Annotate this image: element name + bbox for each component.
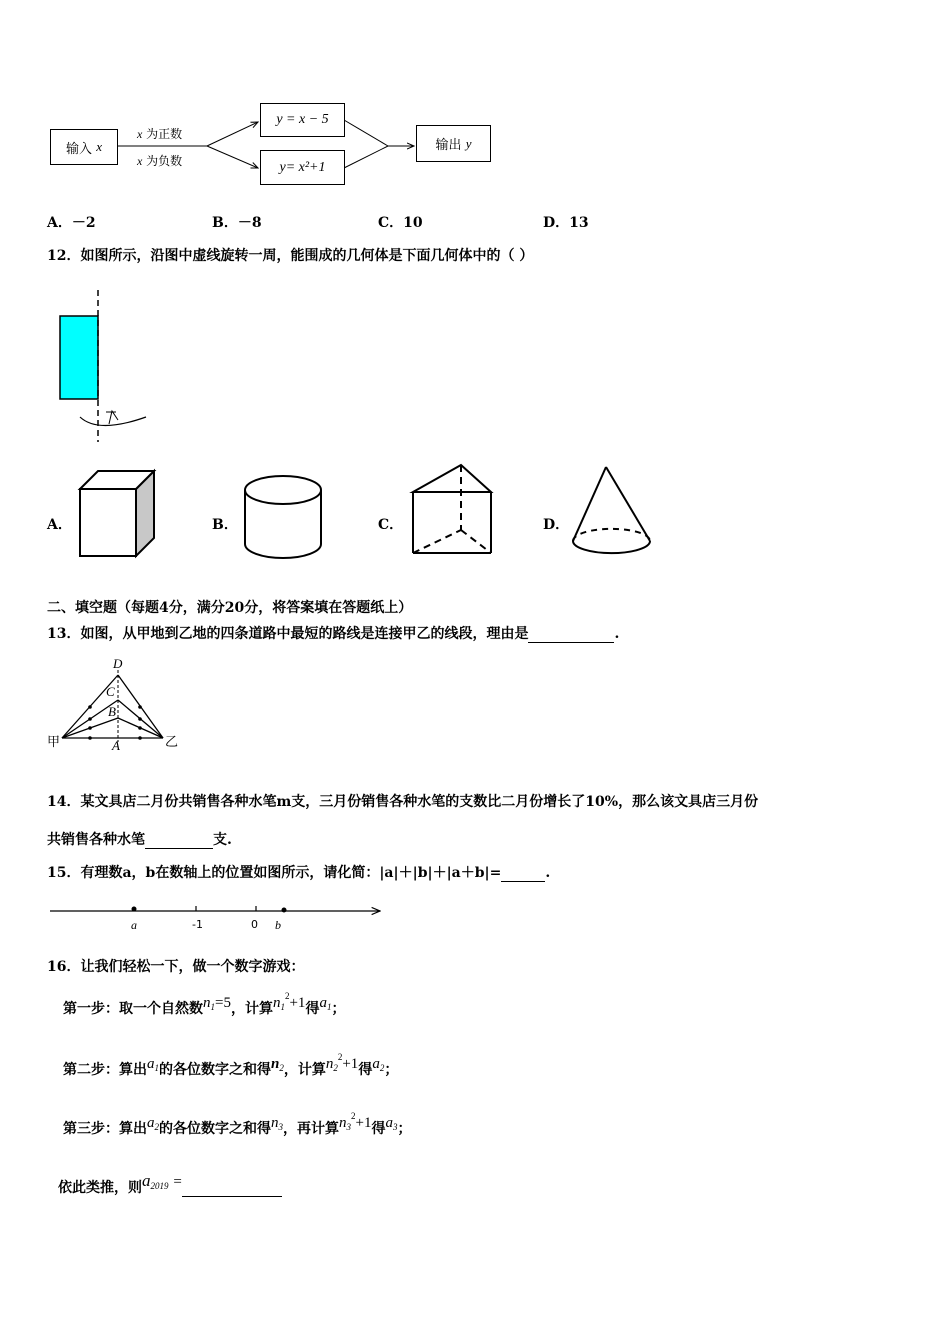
q11-option-c: C．10 xyxy=(378,215,423,231)
q11-option-b: B．－8 xyxy=(212,215,262,231)
q16-final: 依此类推，则$a_{2019}$ = xyxy=(58,1177,282,1197)
q15-question: 15．有理数a，b在数轴上的位置如图所示，请化简：|a|＋|b|＋|a＋b|= . xyxy=(47,865,551,881)
q15-label-b: b xyxy=(275,918,281,932)
q16-intro: 16．让我们轻松一下，做一个数字游戏： xyxy=(47,959,305,975)
flowchart-input-label: 输入 xyxy=(66,141,93,157)
flowchart-branch-negative: x 为负数 xyxy=(137,154,183,168)
q13-label-b: B xyxy=(108,704,116,719)
q11-option-a: A．－2 xyxy=(47,215,96,231)
q12-option-b: B． xyxy=(212,517,238,533)
q15-label-zero: 0 xyxy=(251,918,258,931)
q13-label-c: C xyxy=(106,684,115,699)
q13-label-jia: 甲 xyxy=(47,735,61,750)
flowchart-input-var: x xyxy=(96,139,102,154)
q13-question: 13．如图，从甲地到乙地的四条道路中最短的路线是连接甲乙的线段，理由是 . xyxy=(47,626,620,642)
flowchart-output-label: 输出 xyxy=(435,138,462,153)
q12-option-d: D． xyxy=(543,517,570,533)
flowchart-formula-bottom: y= x²+1 xyxy=(260,150,345,185)
q15-label-a: a xyxy=(131,918,137,932)
q12-option-c: C． xyxy=(378,517,404,533)
q16-step2: 第二步：算出$a_1$的各位数字之和得$n_2$，计算$n_2^2+1$得$a_2$； xyxy=(63,1052,399,1078)
flowchart-output-var: y xyxy=(465,135,472,151)
q14-line1: 14．某文具店二月份共销售各种水笔m支，三月份销售各种水笔的支数比二月份增长了10%，那么该文具店三月份 xyxy=(47,794,759,810)
q15-label-minus-one: -1 xyxy=(192,918,203,931)
q16-step1: 第一步：取一个自然数$n_1=5$，计算$n_1^2+1$得$a_1$； xyxy=(63,991,346,1017)
q14-line2: 共销售各种水笔 支. xyxy=(47,832,232,848)
section-title: 二、填空题（每题4分，满分20分，将答案填在答题纸上） xyxy=(47,600,413,616)
flowchart-branch-positive: x 为正数 xyxy=(137,127,183,141)
q16-answer-blank xyxy=(182,1180,282,1197)
q13-label-a: A xyxy=(112,738,120,753)
q13-label-d: D xyxy=(113,656,123,671)
q12-question: 12．如图所示，沿图中虚线旋转一周，能围成的几何体是下面几何体中的（ ） xyxy=(47,248,534,264)
q12-option-a: A． xyxy=(47,517,72,533)
q11-option-d: D．13 xyxy=(543,215,589,231)
q13-label-yi: 乙 xyxy=(165,735,179,750)
flowchart-formula-top: y = x − 5 xyxy=(260,103,345,137)
q16-step3: 第三步：算出$a_2$的各位数字之和得$n_3$，再计算$n_3^2+1$得$a_3$； xyxy=(63,1111,412,1137)
